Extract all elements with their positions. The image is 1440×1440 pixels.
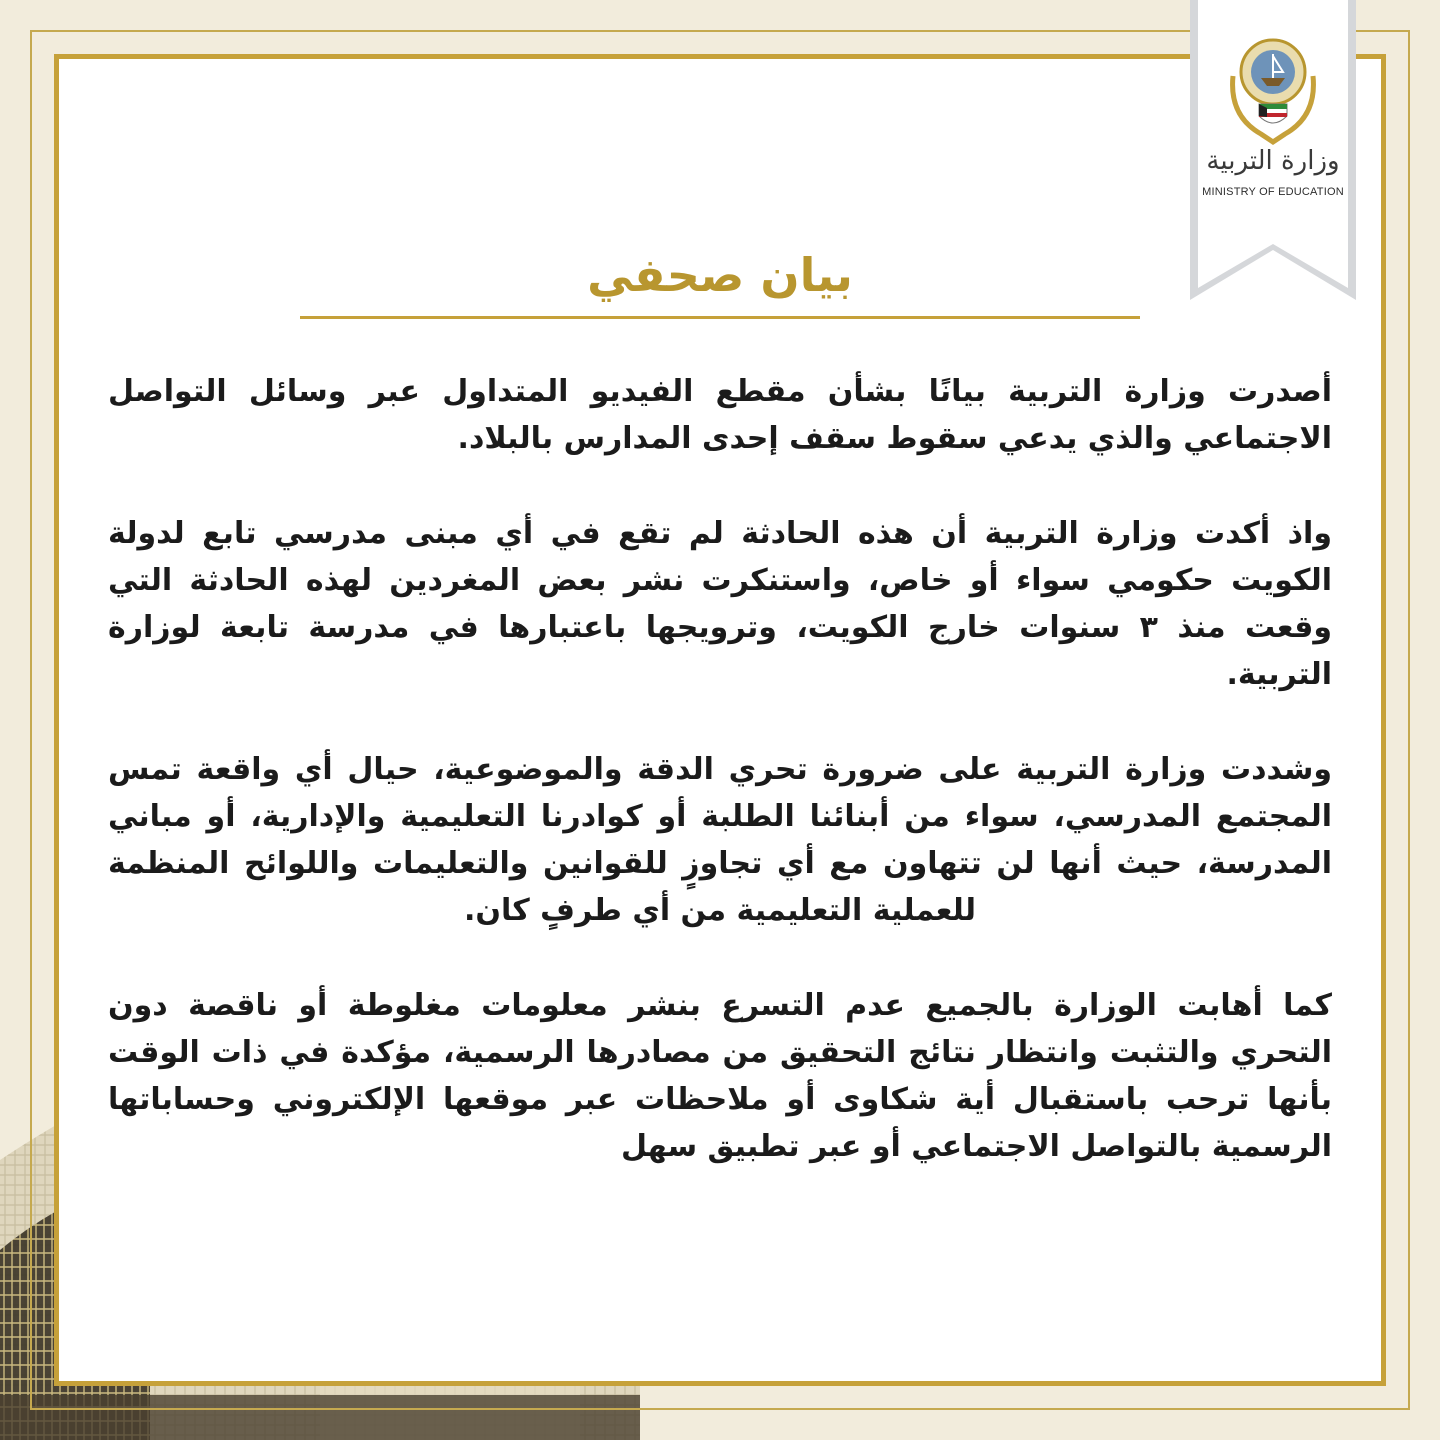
page-title: بيان صحفي bbox=[587, 248, 853, 302]
paragraph-2: واذ أكدت وزارة التربية أن هذه الحادثة لم تقع في أي مبنى مدرسي تابع لدولة الكويت حكومي سواء أو خاص، واستنكرت نشر بعض المغردين لهذه الحادثة التي وقعت منذ ٣ سنوات خارج الكويت، وترويجها باعتبارها في مدرسة تابعة لوزارة التربية. bbox=[108, 516, 1332, 692]
ministry-name-arabic: وزارة التربية bbox=[1206, 146, 1340, 176]
paragraph-1: أصدرت وزارة التربية بيانًا بشأن مقطع الفيديو المتداول عبر وسائل التواصل الاجتماعي والذي يدعي سقوط سقف إحدى المدارس بالبلاد. bbox=[108, 374, 1332, 456]
paragraph-3: وشددت وزارة التربية على ضرورة تحري الدقة والموضوعية، حيال أي واقعة تمس المجتمع المدرسي، سواء من أبنائنا الطلبة أو كوادرنا التعليمية والإدارية، أو مباني المدرسة، حيث أنها لن تتهاون مع أي تجاوزٍ للقوانين والتعليمات واللوائح المنظمة للعملية التعليمية من أي طرفٍ كان. bbox=[108, 752, 1332, 928]
title-divider bbox=[300, 316, 1140, 319]
statement-body bbox=[108, 368, 1332, 1218]
paragraph-4: كما أهابت الوزارة بالجميع عدم التسرع بنشر معلومات مغلوطة أو ناقصة دون التحري والتثبت وانتظار نتائج التحقيق من مصادرها الرسمية، مؤكدة في ذات الوقت بأنها ترحب باستقبال أية شكاوى أو ملاحظات عبر موقعها الإلكتروني وحساباتها الرسمية بالتواصل الاجتماعي أو عبر تطبيق سهل bbox=[108, 988, 1332, 1164]
ministry-name-english: MINISTRY OF EDUCATION bbox=[1202, 186, 1344, 198]
